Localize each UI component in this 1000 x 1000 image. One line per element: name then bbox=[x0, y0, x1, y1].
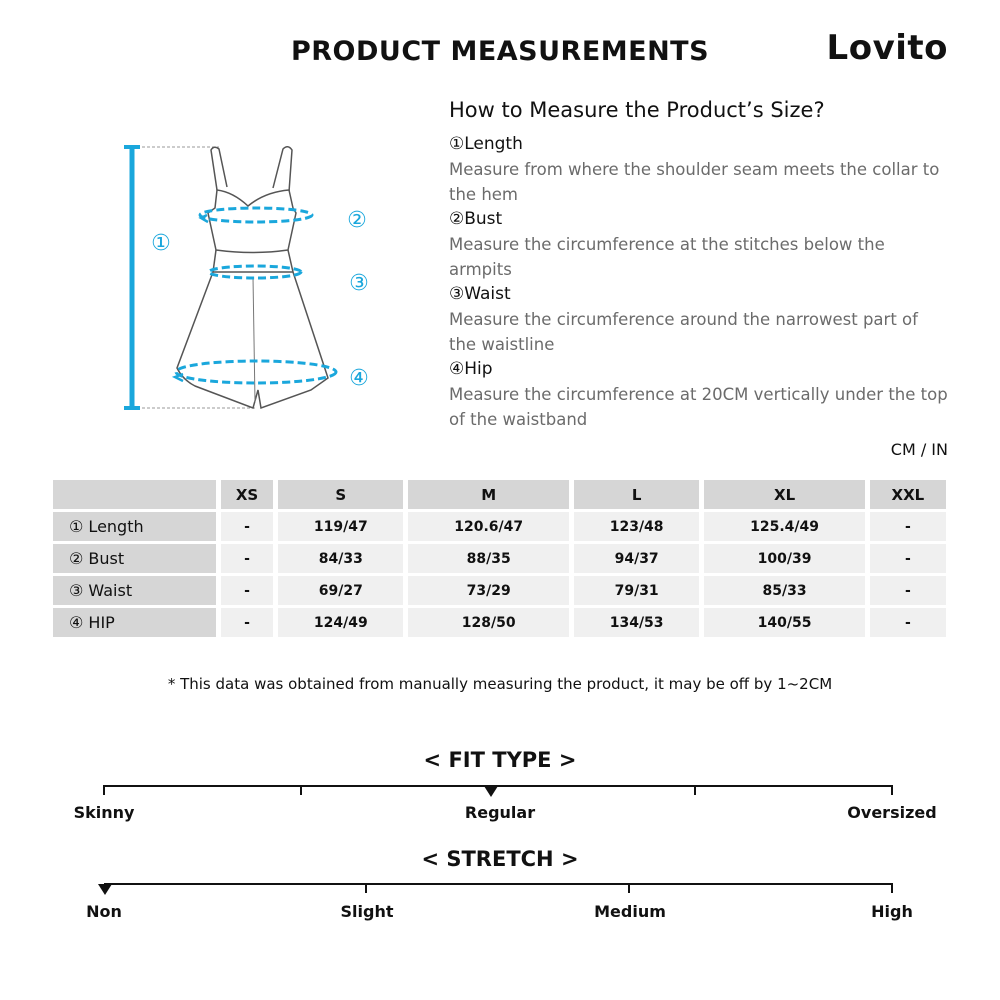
instruction-label: ③Waist bbox=[449, 284, 511, 304]
callout-waist: ③ bbox=[349, 271, 369, 296]
instruction-desc: Measure the circumference around the narrowest part of the waistline bbox=[449, 310, 918, 354]
stretch-label-high: High bbox=[871, 902, 913, 921]
size-header: XS bbox=[221, 480, 273, 509]
instruction-hip bbox=[449, 357, 949, 432]
fit-label-oversized: Oversized bbox=[847, 803, 937, 822]
row-label: ④ HIP bbox=[53, 608, 216, 637]
instruction-desc: Measure from where the shoulder seam meets the collar to the hem bbox=[449, 160, 940, 204]
size-header: XXL bbox=[870, 480, 946, 509]
page-title: PRODUCT MEASUREMENTS bbox=[290, 36, 710, 67]
callout-bust: ② bbox=[347, 208, 367, 233]
table-row bbox=[53, 544, 946, 573]
instruction-bust bbox=[449, 207, 949, 282]
fit-tick bbox=[103, 785, 105, 795]
stretch-label-slight: Slight bbox=[340, 902, 394, 921]
measurement-note: * This data was obtained from manually measuring the product, it may be off by 1~2CM bbox=[167, 675, 833, 693]
instruction-length bbox=[449, 132, 949, 207]
stretch-tick bbox=[891, 883, 893, 893]
table-cell: - bbox=[870, 608, 946, 637]
table-cell: 84/33 bbox=[278, 544, 403, 573]
instruction-desc: Measure the circumference at 20CM vertically under the top of the waistband bbox=[449, 385, 948, 429]
stretch-tick bbox=[365, 883, 367, 893]
stretch-label-non: Non bbox=[86, 902, 122, 921]
instruction-waist bbox=[449, 282, 949, 357]
units-label: CM / IN bbox=[890, 440, 948, 459]
callout-length: ① bbox=[151, 231, 171, 256]
fit-label-skinny: Skinny bbox=[73, 803, 135, 822]
fit-label-regular: Regular bbox=[464, 803, 536, 822]
row-label: ① Length bbox=[53, 512, 216, 541]
fit-type-title: < FIT TYPE > bbox=[423, 748, 577, 772]
table-cell: 120.6/47 bbox=[408, 512, 568, 541]
table-cell: 140/55 bbox=[704, 608, 864, 637]
row-label: ② Bust bbox=[53, 544, 216, 573]
shorts bbox=[177, 272, 328, 408]
instruction-label: ①Length bbox=[449, 134, 523, 154]
fit-type-line bbox=[104, 785, 892, 787]
table-cell: - bbox=[870, 512, 946, 541]
table-cell: - bbox=[221, 512, 273, 541]
table-cell: 119/47 bbox=[278, 512, 403, 541]
size-header: XL bbox=[704, 480, 864, 509]
size-chart-table bbox=[48, 477, 951, 640]
table-cell: - bbox=[221, 544, 273, 573]
left-strap bbox=[211, 147, 227, 190]
table-cell: - bbox=[870, 544, 946, 573]
table-cell: 85/33 bbox=[704, 576, 864, 605]
callout-hip: ④ bbox=[349, 366, 369, 391]
table-cell: 124/49 bbox=[278, 608, 403, 637]
size-header: L bbox=[574, 480, 699, 509]
table-cell: 88/35 bbox=[408, 544, 568, 573]
table-cell: - bbox=[221, 608, 273, 637]
garment-diagram bbox=[115, 130, 385, 430]
fit-tick bbox=[891, 785, 893, 795]
table-cell: 79/31 bbox=[574, 576, 699, 605]
table-cell: - bbox=[870, 576, 946, 605]
table-cell: 100/39 bbox=[704, 544, 864, 573]
stretch-tick bbox=[628, 883, 630, 893]
instruction-label: ②Bust bbox=[449, 209, 503, 229]
size-header: M bbox=[408, 480, 568, 509]
stretch-marker bbox=[98, 884, 112, 895]
fit-tick bbox=[694, 785, 696, 795]
table-header-row bbox=[53, 480, 946, 509]
table-cell: 125.4/49 bbox=[704, 512, 864, 541]
fit-type-marker bbox=[484, 786, 498, 797]
measure-instructions bbox=[449, 98, 949, 432]
stretch-line bbox=[104, 883, 892, 885]
table-cell: 73/29 bbox=[408, 576, 568, 605]
table-row bbox=[53, 576, 946, 605]
stretch-label-medium: Medium bbox=[594, 902, 666, 921]
table-cell: 134/53 bbox=[574, 608, 699, 637]
stretch-title: < STRETCH > bbox=[421, 847, 579, 871]
size-header: S bbox=[278, 480, 403, 509]
table-corner bbox=[53, 480, 216, 509]
table-row bbox=[53, 512, 946, 541]
right-strap bbox=[273, 147, 292, 192]
table-cell: 94/37 bbox=[574, 544, 699, 573]
fit-tick bbox=[300, 785, 302, 795]
brand-logo: Lovito bbox=[826, 28, 948, 68]
table-cell: 128/50 bbox=[408, 608, 568, 637]
table-cell: 69/27 bbox=[278, 576, 403, 605]
instruction-label: ④Hip bbox=[449, 359, 493, 379]
table-cell: 123/48 bbox=[574, 512, 699, 541]
table-row bbox=[53, 608, 946, 637]
instruction-desc: Measure the circumference at the stitches below the armpits bbox=[449, 235, 885, 279]
table-cell: - bbox=[221, 576, 273, 605]
instructions-title: How to Measure the Product’s Size? bbox=[449, 98, 825, 122]
row-label: ③ Waist bbox=[53, 576, 216, 605]
romper-illustration bbox=[115, 130, 385, 430]
